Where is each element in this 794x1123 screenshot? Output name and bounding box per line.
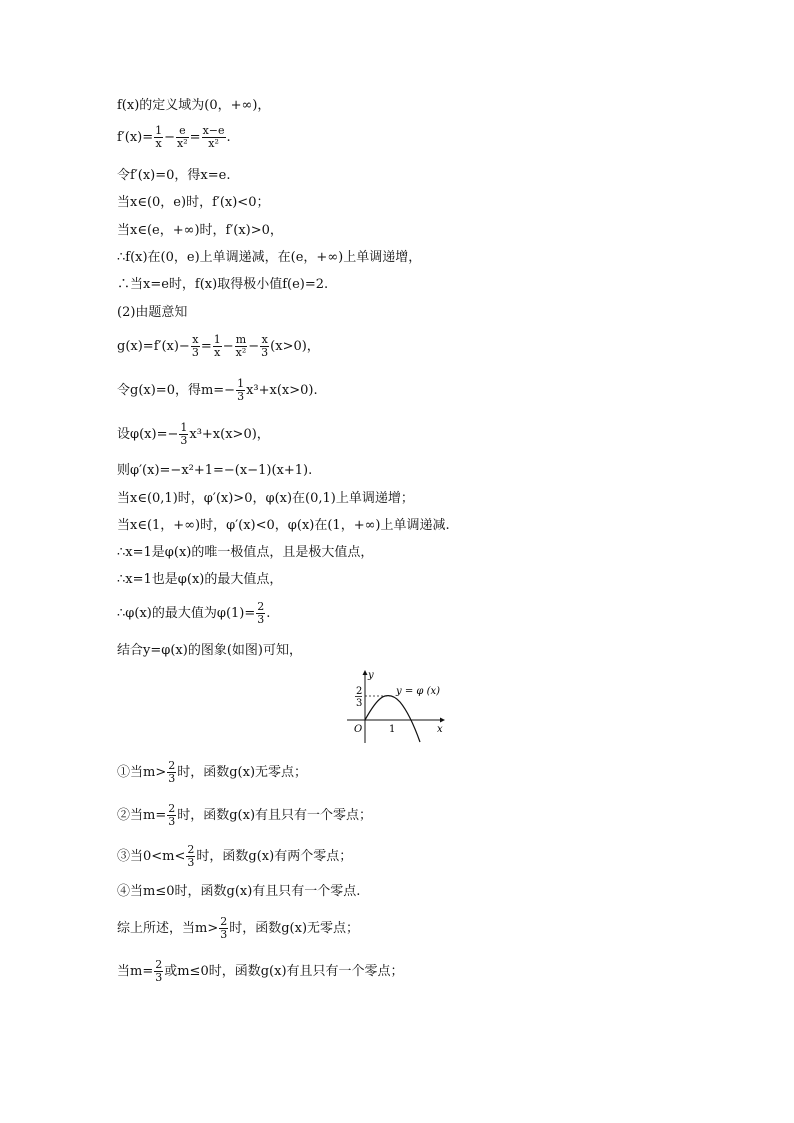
function-graph	[345, 668, 449, 744]
line-3: 令f′(x)=0，得x=e.	[117, 168, 231, 183]
line-4: 当x∈(0，e)时，f′(x)<0；	[117, 195, 270, 210]
y-axis-arrow	[363, 670, 368, 675]
summary-2: 当m= $\frac{2}{3}$ 或m≤0时，函数g(x)有且只有一个零点；	[117, 958, 404, 984]
case-3: ③当0<m< $\frac{2}{3}$ 时，函数g(x)有两个零点；	[117, 843, 353, 869]
fraction: $\frac{1}{x}$	[213, 333, 221, 359]
case-1: ①当m> $\frac{2}{3}$ 时，函数g(x)无零点；	[117, 759, 308, 785]
line-12: 则φ′(x)=−x²+1=−(x−1)(x+1).	[117, 463, 313, 478]
line-max: ∴φ(x)的最大值为φ(1)= $\frac{2}{3}$ .	[117, 600, 271, 626]
phi-curve	[365, 696, 420, 742]
fraction: $\frac{1}{3}$	[180, 421, 188, 447]
line-14: 当x∈(1，+∞)时，φ′(x)<0，φ(x)在(1，+∞)上单调递减.	[117, 518, 450, 533]
line-8: (2)由题意知	[117, 305, 188, 320]
fraction: $\frac{2}{3}$	[168, 759, 176, 785]
fraction: $\frac{x}{3}$	[261, 333, 269, 359]
y-axis-label: y	[368, 670, 374, 681]
line-15: ∴x=1是φ(x)的唯一极值点，且是极大值点，	[117, 545, 374, 560]
x-tick-1-label: 1	[389, 724, 396, 735]
line-1: f(x)的定义域为(0，+∞)，	[117, 98, 271, 113]
case-4: ④当m≤0时，函数g(x)有且只有一个零点.	[117, 884, 361, 899]
fraction: $\frac{2}{3}$	[155, 958, 163, 984]
line-16: ∴x=1也是φ(x)的最大值点，	[117, 572, 283, 587]
line-phi-def: 设φ(x)=− $\frac{1}{3}$ x³+x(x>0)，	[117, 421, 270, 447]
fraction: $\frac{x}{3}$	[191, 333, 199, 359]
line-5: 当x∈(e，+∞)时，f′(x)>0，	[117, 223, 283, 238]
line-derivative: f′(x)= $\frac{1}{x}$ − $\frac{e}{\text{x²}}$ = $\frac{x-e}{\text{x²}}$ .	[117, 124, 231, 150]
x-axis-arrow	[440, 718, 445, 723]
fraction: $\frac{m}{\text{x²}}$	[235, 333, 247, 359]
line-7: ∴当x=e时，f(x)取得极小值f(e)=2.	[117, 277, 329, 292]
summary-1: 综上所述，当m> $\frac{2}{3}$ 时，函数g(x)无零点；	[117, 915, 360, 941]
y-tick-denominator: 3	[356, 698, 363, 709]
fraction: $\frac{2}{3}$	[187, 843, 195, 869]
fraction: $\frac{e}{\text{x²}}$	[177, 124, 188, 150]
fraction: $\frac{2}{3}$	[168, 802, 176, 828]
case-2: ②当m= $\frac{2}{3}$ 时，函数g(x)有且只有一个零点；	[117, 802, 373, 828]
fraction: $\frac{2}{3}$	[220, 915, 228, 941]
x-axis-label: x	[437, 724, 443, 735]
line-13: 当x∈(0,1)时，φ′(x)>0，φ(x)在(0,1)上单调递增；	[117, 491, 414, 506]
fraction: $\frac{1}{x}$	[155, 124, 163, 150]
curve-label: y = φ (x)	[396, 686, 441, 697]
fraction: $\frac{x-e}{\text{x²}}$	[202, 124, 225, 150]
line-6: ∴f(x)在(0，e)上单调递减，在(e，+∞)上单调递增，	[117, 250, 422, 265]
line-18: 结合y=φ(x)的图象(如图)可知，	[117, 643, 302, 658]
line-g: g(x)=f′(x)− $\frac{x}{3}$ = $\frac{1}{x}$ − $\frac{m}{\text{x²}}$ − $\frac{x}{3}$ (x>0)，	[117, 333, 320, 359]
line-m: 令g(x)=0，得m=− $\frac{1}{3}$ x³+x(x>0).	[117, 377, 318, 403]
fraction: $\frac{1}{3}$	[237, 377, 245, 403]
y-tick-numerator: 2	[356, 686, 363, 697]
fraction: $\frac{2}{3}$	[257, 600, 265, 626]
origin-label: O	[354, 724, 363, 735]
